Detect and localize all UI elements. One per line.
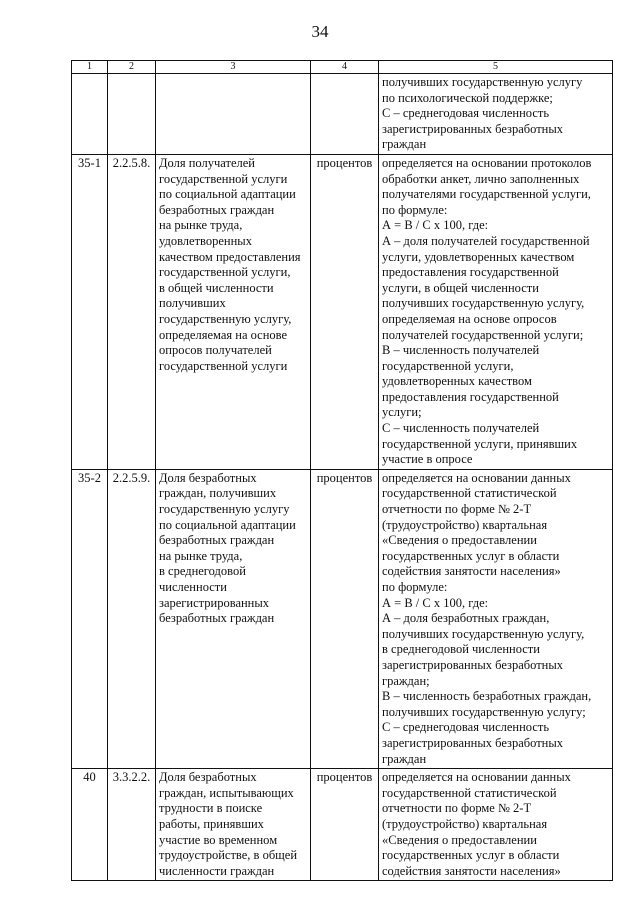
indicator-name-cell-line: граждан, получивших xyxy=(159,486,277,501)
table-row xyxy=(72,469,613,768)
calculation-method-cell-line: определяется на основании протоколов xyxy=(382,155,592,170)
indicator-name-cell-line: опросов получателей xyxy=(159,343,272,358)
header-cell-3: 3 xyxy=(156,61,311,74)
calculation-method-cell-line: отчетности по форме № 2-Т xyxy=(382,801,532,816)
calculation-method-cell-line: предоставления государственной xyxy=(382,389,559,404)
calculation-method-cell-line: определяется на основании данных xyxy=(382,470,571,485)
indicator-name-cell xyxy=(156,74,311,155)
table-row xyxy=(72,74,613,155)
indicator-name-cell-line: зарегистрированных xyxy=(159,595,270,610)
calculation-method-cell-line: удовлетворенных качеством xyxy=(382,374,532,389)
row-number-cell: 35-1 xyxy=(72,154,108,469)
indicator-name-cell-line: государственную услугу xyxy=(159,502,290,517)
indicator-name-cell-line: получивших xyxy=(159,296,226,311)
calculation-method-cell-line: А – доля получателей государственной xyxy=(382,233,590,248)
unit-cell: процентов xyxy=(311,769,379,881)
indicator-name-cell xyxy=(156,154,311,469)
calculation-method-cell xyxy=(379,469,613,768)
calculation-method-cell-line: отчетности по форме № 2-Т xyxy=(382,502,532,517)
calculation-method-cell xyxy=(379,74,613,155)
calculation-method-cell-line: В – численность безработных граждан, xyxy=(382,689,592,704)
indicator-name-cell-line: качеством предоставления xyxy=(159,249,301,264)
indicator-name-cell-line: участие во временном xyxy=(159,832,278,847)
indicator-name-cell-line: по социальной адаптации xyxy=(159,187,296,202)
calculation-method-cell-line: определяется на основании данных xyxy=(382,770,571,785)
calculation-method-cell-line: предоставления государственной xyxy=(382,265,559,280)
indicator-name-cell xyxy=(156,769,311,881)
calculation-method-cell-line: получателей государственной услуги; xyxy=(382,327,584,342)
calculation-method-cell-line: определяемая на основе опросов xyxy=(382,311,557,326)
indicator-name-cell-line: государственной услуги xyxy=(159,358,288,373)
row-number-cell xyxy=(72,74,108,155)
calculation-method-cell-line: граждан xyxy=(382,751,427,766)
calculation-method-cell-line: получивших государственную услугу; xyxy=(382,704,586,719)
header-cell-1: 1 xyxy=(72,61,108,74)
calculation-method-cell-line: граждан; xyxy=(382,673,430,688)
table-row xyxy=(72,154,613,469)
indicator-name-cell xyxy=(156,469,311,768)
unit-cell: процентов xyxy=(311,154,379,469)
calculation-method-cell-line: по формуле: xyxy=(382,202,448,217)
calculation-method-cell-line: В – численность получателей xyxy=(382,343,540,358)
calculation-method-cell-line: государственной статистической xyxy=(382,486,557,501)
calculation-method-cell-line: услуги, в общей численности xyxy=(382,280,539,295)
calculation-method-cell xyxy=(379,769,613,881)
unit-cell xyxy=(311,74,379,155)
indicator-name-cell-line: в среднегодовой xyxy=(159,564,246,579)
calculation-method-cell xyxy=(379,154,613,469)
indicator-name-cell-line: трудности в поиске xyxy=(159,801,263,816)
calculation-method-cell-line: содействия занятости населения» xyxy=(382,863,561,878)
indicator-name-cell-line: государственной услуги, xyxy=(159,265,291,280)
calculation-method-cell-line: А = В / С х 100, где: xyxy=(382,218,489,233)
calculation-method-cell-line: граждан xyxy=(382,137,427,152)
indicator-name-cell-line: на рынке труда, xyxy=(159,218,243,233)
indicator-name-cell-line: работы, принявших xyxy=(159,816,264,831)
indicator-name-cell-line: государственной услуги xyxy=(159,171,288,186)
calculation-method-cell-line: в среднегодовой численности xyxy=(382,642,540,657)
indicator-name-cell-line: по социальной адаптации xyxy=(159,517,296,532)
calculation-method-cell-line: государственной статистической xyxy=(382,785,557,800)
calculation-method-cell-line: А = В / С х 100, где: xyxy=(382,595,489,610)
indicator-name-cell-line: численности xyxy=(159,580,227,594)
calculation-method-cell-line: зарегистрированных безработных xyxy=(382,657,564,672)
calculation-method-cell-line: услуги, удовлетворенных качеством xyxy=(382,249,575,264)
indicator-name-cell-line: Доля безработных xyxy=(159,470,257,485)
indicator-name-cell-line: граждан, испытывающих xyxy=(159,785,294,800)
calculation-method-cell-line: обработки анкет, лично заполненных xyxy=(382,171,580,186)
indicator-name-cell-line: Доля безработных xyxy=(159,770,257,785)
row-code-cell xyxy=(108,74,156,155)
table-body xyxy=(72,74,613,881)
calculation-method-cell-line: получивших государственную услугу xyxy=(382,75,583,89)
calculation-method-cell-line: С – численность получателей xyxy=(382,421,540,436)
indicator-name-cell-line: в общей численности xyxy=(159,280,274,295)
indicator-name-cell-line: безработных граждан xyxy=(159,533,275,548)
calculation-method-cell-line: «Сведения о предоставлении xyxy=(382,832,537,847)
calculation-method-cell-line: государственных услуг в области xyxy=(382,548,560,563)
row-code-cell: 2.2.5.8. xyxy=(108,154,156,469)
indicator-name-cell-line: на рынке труда, xyxy=(159,548,243,563)
calculation-method-cell-line: государственной услуги, принявших xyxy=(382,436,578,451)
header-cell-5: 5 xyxy=(379,61,613,74)
calculation-method-cell-line: зарегистрированных безработных xyxy=(382,735,564,750)
indicator-name-cell-line: безработных граждан xyxy=(159,202,275,217)
calculation-method-cell-line: А – доля безработных граждан, xyxy=(382,611,550,626)
page-number: 34 xyxy=(311,22,329,41)
indicator-name-cell-line: трудоустройстве, в общей xyxy=(159,848,298,863)
calculation-method-cell-line: получивших государственную услугу, xyxy=(382,296,585,311)
indicator-name-cell-line: государственную услугу, xyxy=(159,311,292,326)
row-number-cell: 40 xyxy=(72,769,108,881)
calculation-method-cell-line: получивших государственную услугу, xyxy=(382,626,585,641)
header-cell-2: 2 xyxy=(108,61,156,74)
calculation-method-cell-line: С – среднегодовая численность xyxy=(382,720,550,735)
calculation-method-cell-line: (трудоустройство) квартальная xyxy=(382,517,548,532)
calculation-method-cell-line: С – среднегодовая численность xyxy=(382,106,550,121)
unit-cell: процентов xyxy=(311,469,379,768)
calculation-method-cell-line: содействия занятости населения» xyxy=(382,564,561,579)
row-number-cell: 35-2 xyxy=(72,469,108,768)
calculation-method-cell-line: по формуле: xyxy=(382,580,448,594)
indicator-name-cell-line: удовлетворенных xyxy=(159,233,252,248)
calculation-method-cell-line: государственных услуг в области xyxy=(382,848,560,863)
indicator-name-cell-line: безработных граждан xyxy=(159,611,275,626)
header-cell-4: 4 xyxy=(311,61,379,74)
calculation-method-cell-line: услуги; xyxy=(382,405,422,420)
row-code-cell: 3.3.2.2. xyxy=(108,769,156,881)
indicator-name-cell-line: Доля получателей xyxy=(159,155,255,170)
indicator-name-cell-line: определяемая на основе xyxy=(159,327,288,342)
indicators-table xyxy=(71,60,613,881)
row-code-cell: 2.2.5.9. xyxy=(108,469,156,768)
calculation-method-cell-line: по психологической поддержке; xyxy=(382,90,553,105)
calculation-method-cell-line: государственной услуги, xyxy=(382,358,514,373)
calculation-method-cell-line: (трудоустройство) квартальная xyxy=(382,816,548,831)
header-row xyxy=(72,61,613,74)
indicator-name-cell-line: численности граждан xyxy=(159,863,275,878)
table-row xyxy=(72,769,613,881)
calculation-method-cell-line: «Сведения о предоставлении xyxy=(382,533,537,548)
calculation-method-cell-line: зарегистрированных безработных xyxy=(382,121,564,136)
calculation-method-cell-line: участие в опросе xyxy=(382,452,473,467)
calculation-method-cell-line: получателями государственной услуги, xyxy=(382,187,591,202)
